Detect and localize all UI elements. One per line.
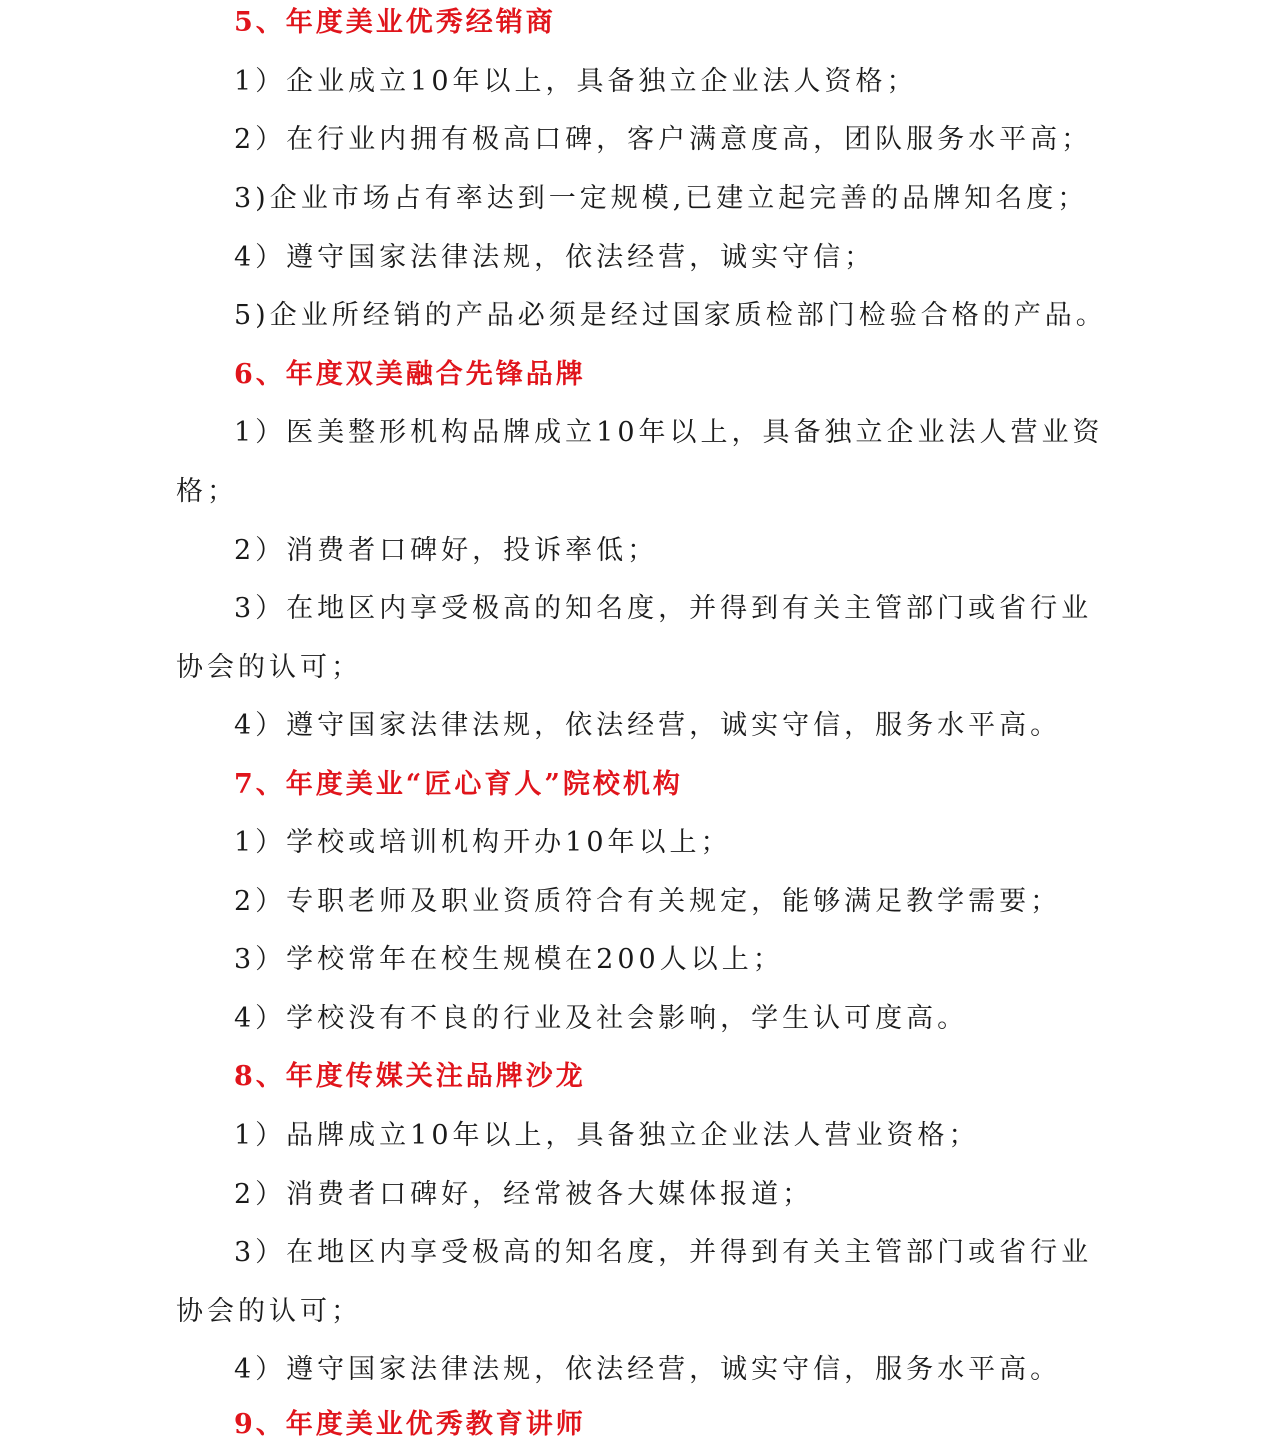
section-5-item-5: 5)企业所经销的产品必须是经过国家质检部门检验合格的产品。 bbox=[234, 300, 1107, 331]
section-6-item-2: 2）消费者口碑好，投诉率低； bbox=[234, 535, 659, 566]
section-6-item-4: 4）遵守国家法律法规，依法经营，诚实守信，服务水平高。 bbox=[234, 710, 1062, 741]
section-8-item-2: 2）消费者口碑好，经常被各大媒体报道； bbox=[234, 1179, 814, 1210]
section-8-item-1: 1）品牌成立10年以上，具备独立企业法人营业资格； bbox=[234, 1120, 980, 1151]
section-5-item-4: 4）遵守国家法律法规，依法经营，诚实守信； bbox=[234, 242, 876, 273]
section-heading-5: 5、年度美业优秀经销商 bbox=[234, 7, 556, 38]
section-5-item-1: 1）企业成立10年以上，具备独立企业法人资格； bbox=[234, 66, 918, 97]
section-heading-7: 7、年度美业“匠心育人”院校机构 bbox=[234, 769, 683, 800]
section-8-item-3: 3）在地区内享受极高的知名度，并得到有关主管部门或省行业 bbox=[234, 1237, 1093, 1268]
section-7-item-4: 4）学校没有不良的行业及社会影响，学生认可度高。 bbox=[234, 1003, 969, 1034]
section-7-item-1: 1）学校或培训机构开办10年以上； bbox=[234, 827, 732, 858]
section-6-item-3: 3）在地区内享受极高的知名度，并得到有关主管部门或省行业 bbox=[234, 593, 1093, 624]
section-7-item-3: 3）学校常年在校生规模在200人以上； bbox=[234, 944, 784, 975]
section-5-item-3: 3)企业市场占有率达到一定规模,已建立起完善的品牌知名度； bbox=[234, 183, 1089, 214]
section-6-item-1-continued: 格； bbox=[176, 476, 238, 507]
section-6-item-3-continued: 协会的认可； bbox=[176, 652, 362, 683]
section-6-item-1: 1）医美整形机构品牌成立10年以上，具备独立企业法人营业资 bbox=[234, 417, 1104, 448]
section-heading-8: 8、年度传媒关注品牌沙龙 bbox=[234, 1061, 586, 1092]
section-7-item-2: 2）专职老师及职业资质符合有关规定，能够满足教学需要； bbox=[234, 886, 1062, 917]
section-8-item-4: 4）遵守国家法律法规，依法经营，诚实守信，服务水平高。 bbox=[234, 1354, 1062, 1385]
section-8-item-3-continued: 协会的认可； bbox=[176, 1296, 362, 1327]
section-5-item-2: 2）在行业内拥有极高口碑，客户满意度高，团队服务水平高； bbox=[234, 124, 1093, 155]
section-heading-6: 6、年度双美融合先锋品牌 bbox=[234, 359, 586, 390]
section-heading-9: 9、年度美业优秀教育讲师 bbox=[234, 1409, 586, 1440]
